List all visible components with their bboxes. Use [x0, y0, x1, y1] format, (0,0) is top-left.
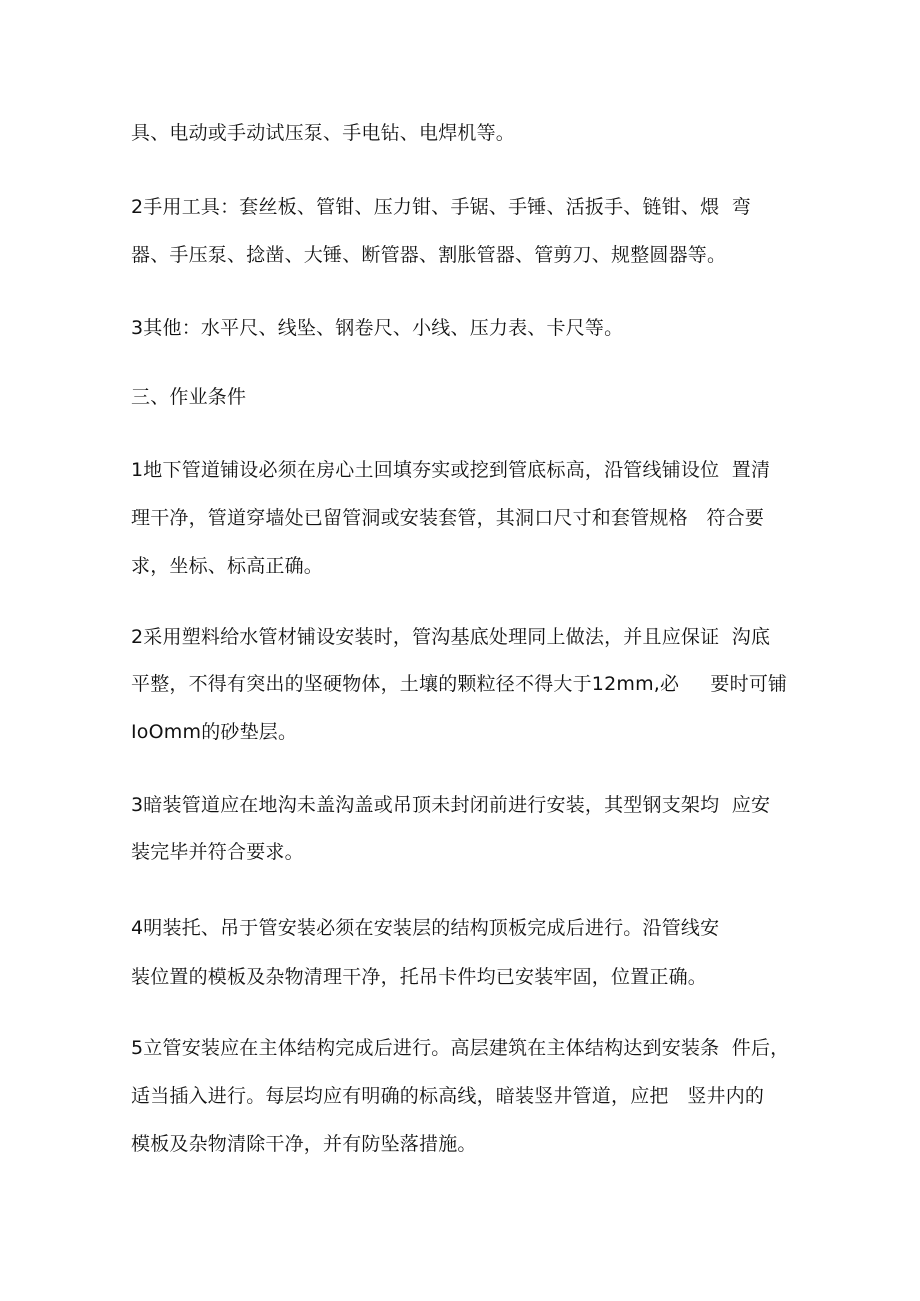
text-line: 3暗装管道应在地沟未盖沟盖或吊顶未封闭前进行安装，其型钢支架均 应安: [131, 794, 771, 816]
text-line: 4明装托、吊于管安装必须在安装层的结构顶板完成后进行。沿管线安: [131, 917, 720, 939]
text-line: 5立管安装应在主体结构完成后进行。高层建筑在主体结构达到安装条 件后，: [131, 1037, 790, 1059]
text-line: 适当插入进行。每层均应有明确的标高线，暗装竖井管道，应把 竖井内的: [131, 1085, 765, 1107]
section-heading: 三、作业条件: [131, 386, 247, 408]
text-line: 平整，不得有突出的坚硬物体，土壤的颗粒径不得大于12mm,必 要时可铺: [131, 673, 788, 695]
text-line: 模板及杂物清除干净，并有防坠落措施。: [131, 1133, 477, 1155]
text-line: 理干净，管道穿墙处已留管洞或安装套管，其洞口尺寸和套管规格 符合要: [131, 507, 765, 529]
text-line: 1地下管道铺设必须在房心土回填夯实或挖到管底标高，沿管线铺设位 置清: [131, 459, 771, 481]
text-line: 装完毕并符合要求。: [131, 841, 304, 863]
text-line: 2采用塑料给水管材铺设安装时，管沟基底处理同上做法，并且应保证 沟底: [131, 626, 771, 648]
text-line: 3其他：水平尺、线坠、钢卷尺、小线、压力表、卡尺等。: [131, 317, 624, 339]
text-line: 求，坐标、标高正确。: [131, 555, 324, 577]
text-line: 装位置的模板及杂物清理干净，托吊卡件均已安装牢固，位置正确。: [131, 966, 708, 988]
text-line: 2手用工具：套丝板、管钳、压力钳、手锯、手锤、活扳手、链钳、煨 弯: [131, 196, 751, 218]
text-line: 器、手压泵、捻凿、大锤、断管器、割胀管器、管剪刀、规整圆器等。: [131, 244, 727, 266]
text-line: IoOmm的砂垫层。: [131, 721, 298, 743]
text-line: 具、电动或手动试压泵、手电钻、电焊机等。: [131, 122, 516, 144]
